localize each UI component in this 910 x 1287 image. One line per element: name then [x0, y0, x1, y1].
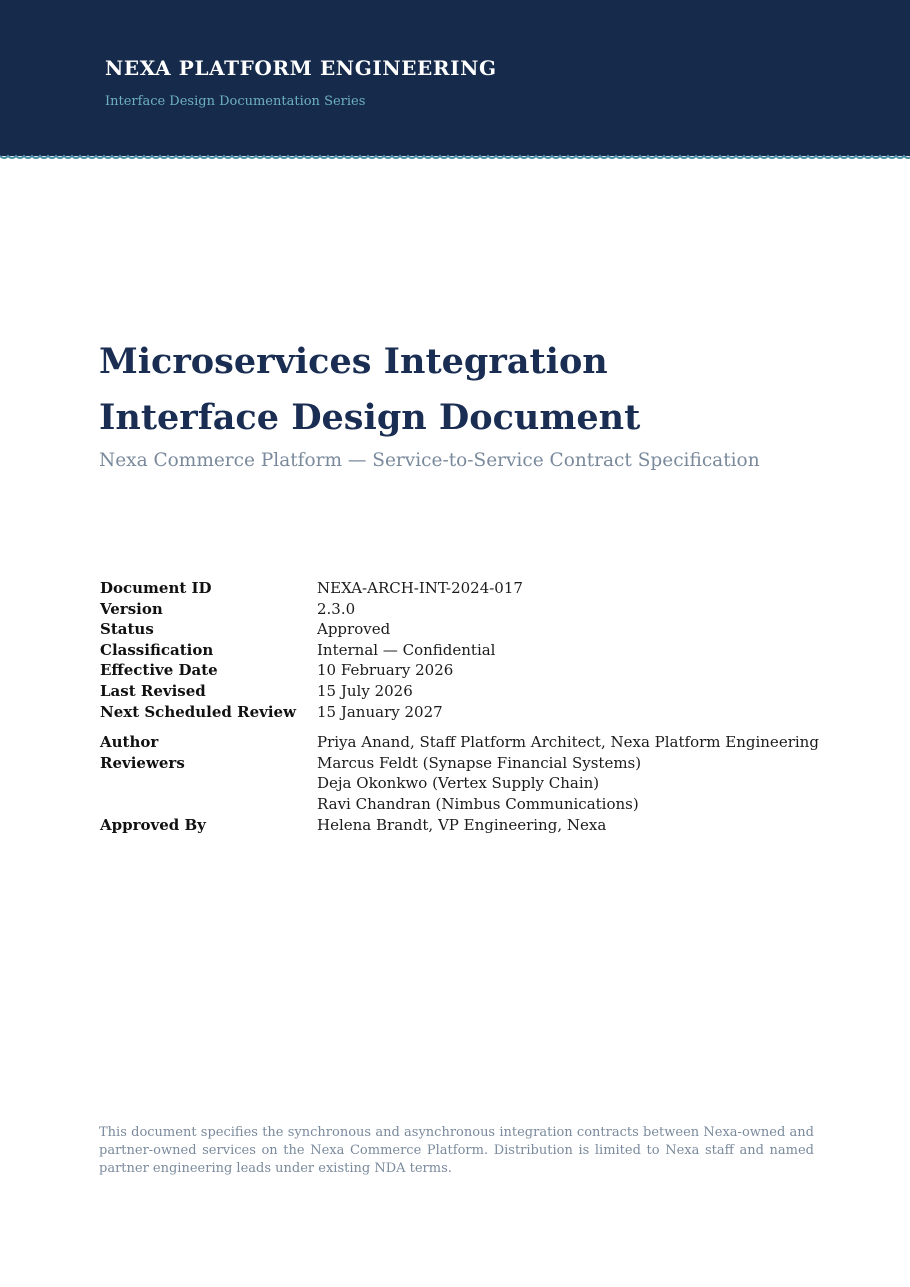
document-title-line-2: Interface Design Document [99, 397, 641, 438]
wave-divider [0, 151, 910, 161]
meta-row-document-id [100, 578, 860, 599]
meta-value: 2.3.0 [317, 599, 356, 618]
distribution-note: This document specifies the synchronous and asynchronous integration contracts between Nexa-owned and partner-owned services on the Nexa Commerce Platform. Distribution is limited to Nexa staff and named partner engineering leads under existing NDA terms. [99, 1125, 814, 1176]
meta-value: 10 February 2026 [317, 661, 454, 680]
meta-value: NEXA-ARCH-INT-2024-017 [317, 579, 523, 597]
meta-row-reviewers [100, 753, 860, 774]
meta-row-author [100, 732, 860, 753]
document-metadata [100, 578, 860, 835]
meta-row-approved-by [100, 815, 860, 836]
title-block [99, 334, 879, 446]
meta-label: Reviewers [100, 753, 185, 772]
meta-label: Status [100, 620, 154, 639]
meta-row-reviewer-2 [100, 773, 860, 794]
meta-value: 15 July 2026 [317, 681, 413, 700]
meta-row-last-revised [100, 681, 860, 702]
meta-label: Last Revised [100, 681, 206, 700]
meta-row-version [100, 599, 860, 620]
meta-row-effective-date [100, 660, 860, 681]
meta-row-reviewer-3 [100, 794, 860, 815]
meta-value: Marcus Feldt (Synapse Financial Systems) [317, 753, 642, 772]
meta-value: Approved [317, 620, 391, 639]
meta-label: Effective Date [100, 661, 218, 680]
documentation-series: Interface Design Documentation Series [105, 94, 366, 109]
meta-value: Deja Okonkwo (Vertex Supply Chain) [317, 774, 600, 793]
meta-label-empty [100, 794, 317, 815]
meta-label: Next Scheduled Review [100, 702, 296, 721]
meta-value: Internal — Confidential [317, 640, 496, 659]
meta-label-empty [100, 773, 317, 794]
document-subtitle: Nexa Commerce Platform — Service-to-Service Contract Specification [99, 450, 760, 471]
meta-spacer [100, 722, 860, 732]
meta-label: Document ID [100, 579, 212, 597]
meta-label: Approved By [100, 815, 206, 834]
document-title-line-1: Microservices Integration [99, 341, 608, 382]
header-band [0, 0, 910, 156]
meta-label: Author [100, 733, 159, 752]
organization-name: NEXA PLATFORM ENGINEERING [105, 56, 497, 80]
meta-row-status [100, 619, 860, 640]
meta-row-next-review [100, 702, 860, 723]
meta-label: Classification [100, 640, 214, 659]
meta-row-classification [100, 640, 860, 661]
meta-label: Version [100, 599, 163, 618]
meta-value: Helena Brandt, VP Engineering, Nexa [317, 815, 607, 834]
meta-value: Ravi Chandran (Nimbus Communications) [317, 794, 639, 813]
meta-value: 15 January 2027 [317, 702, 443, 721]
meta-value: Priya Anand, Staff Platform Architect, Nexa Platform Engineering [317, 733, 819, 752]
